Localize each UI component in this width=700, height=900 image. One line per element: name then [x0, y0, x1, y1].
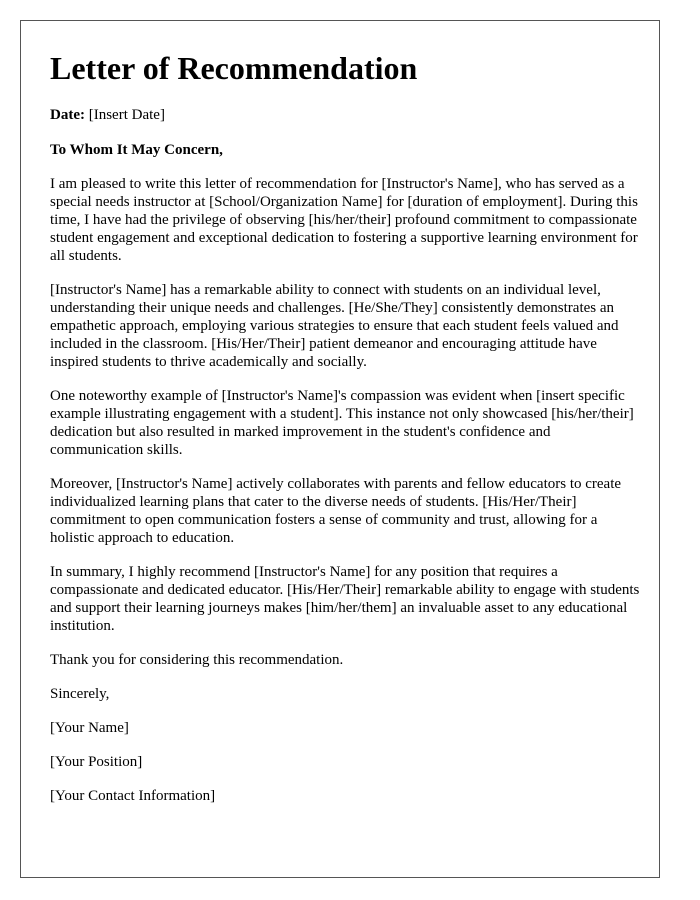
letter-content: [50, 49, 640, 805]
signature-name: [Your Name]: [50, 720, 129, 736]
salutation: To Whom It May Concern,: [50, 142, 223, 158]
paragraph-summary: In summary, I highly recommend [Instructor's Name] for any position that requires a compassionate and dedicated educator. [His/Her/Their] remarkable ability to engage with students and support their learning journeys makes [him/her/them] an invaluable asset to any educational institution.: [50, 564, 640, 634]
paragraph-introduction: I am pleased to write this letter of recommendation for [Instructor's Name], who has served as a special needs instructor at [School/Organization Name] for [duration of employment]. During this time, I have had the privilege of observing [his/her/their] profound commitment to compassionate student engagement and exceptional dedication to fostering a supportive learning environment for all students.: [50, 176, 638, 264]
date-label: Date:: [50, 107, 85, 123]
paragraph-collaboration: Moreover, [Instructor's Name] actively collaborates with parents and fellow educators to create individualized learning plans that cater to the diverse needs of students. [His/Her/Their] commitment to open communication fosters a sense of community and trust, allowing for a holistic approach to education.: [50, 476, 622, 546]
signature-contact: [Your Contact Information]: [50, 788, 216, 804]
paragraph-example: One noteworthy example of [Instructor's Name]'s compassion was evident when [insert specific example illustrating engagement with a student]. This instance not only showcased [his/her/their] dedication but also resulted in marked improvement in the student's confidence and communication skills.: [50, 388, 634, 458]
paragraph-thanks: Thank you for considering this recommendation.: [50, 652, 344, 668]
date-value: [Insert Date]: [88, 107, 165, 123]
letter-page: [20, 20, 660, 878]
letter-title: Letter of Recommendation: [50, 50, 418, 86]
signature-position: [Your Position]: [50, 754, 143, 770]
date-line: [50, 106, 640, 124]
paragraph-abilities: [Instructor's Name] has a remarkable ability to connect with students on an individual level, understanding their unique needs and challenges. [He/She/They] consistently demonstrates an empathetic approach, employing various strategies to ensure that each student feels valued and included in the classroom. [His/Her/Their] patient demeanor and encouraging attitude have inspired students to thrive academically and socially.: [50, 282, 619, 370]
sign-off: Sincerely,: [50, 686, 110, 702]
